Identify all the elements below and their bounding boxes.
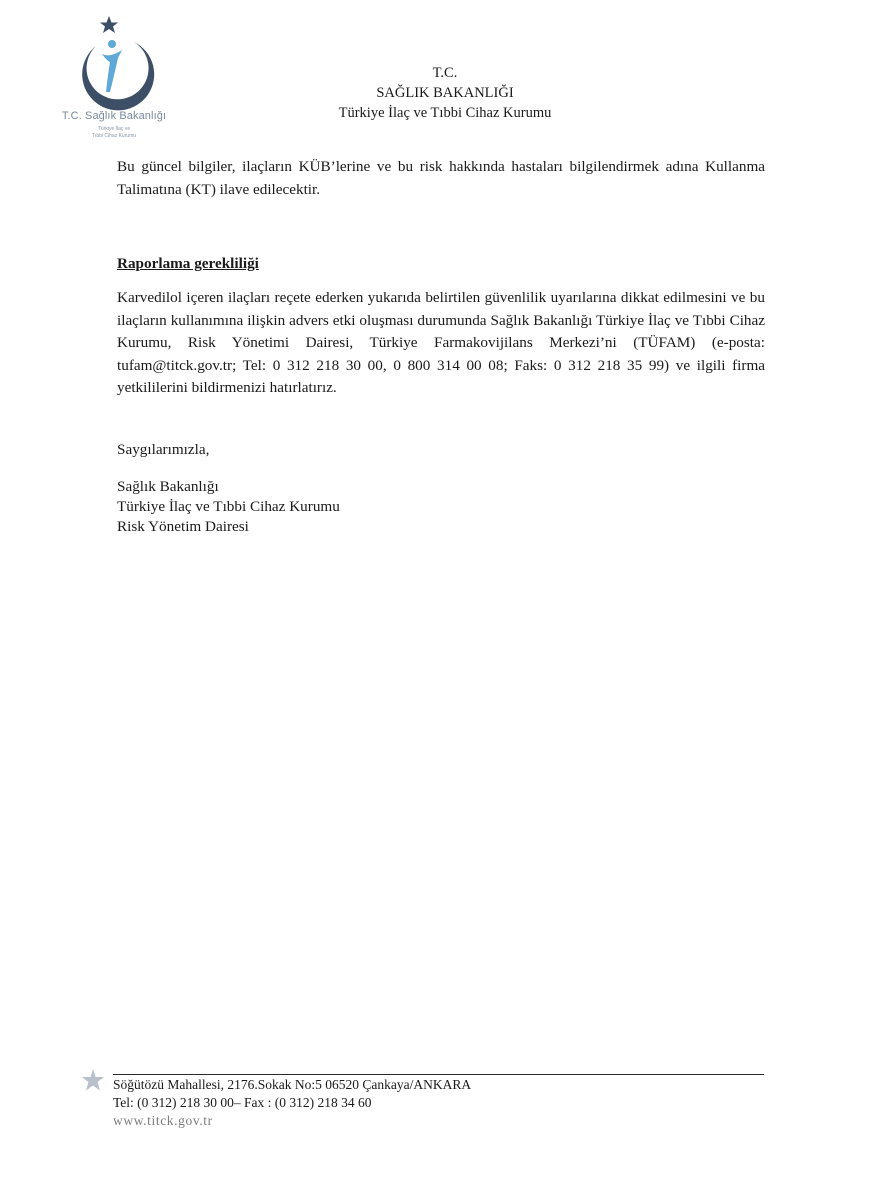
paragraph-reporting-requirement: Karvedilol içeren ilaçları reçete ederken yukarıda belirtilen güvenlilik uyarılarına dikkat edilmesini ve bu ilaçların kullanımına ilişkin advers etki oluşması durumunda Sağlık Bakanlığı Türkiye İlaç ve Tıbbi Cihaz Kurumu, Risk Yönetimi Dairesi, Türkiye Farmakovijilans Merkezi’ni (TÜFAM) (e-posta: tufam@titck.gov.tr; Tel: 0 312 218 30 00, 0 800 314 00 08; Faks: 0 312 218 35 99) ve ilgili firma yetkililerini bildirmenizi hatırlatırız.	[117, 289, 765, 396]
ministry-logo	[52, 14, 176, 150]
footer-phone: Tel: (0 312) 218 30 00– Fax : (0 312) 218 34 60	[113, 1095, 372, 1110]
signature-block	[117, 477, 340, 537]
closing-salutation: Saygılarımızla,	[117, 441, 210, 458]
signature-line-agency: Türkiye İlaç ve Tıbbi Cihaz Kurumu	[117, 498, 340, 515]
section-heading-reporting: Raporlama gerekliliği	[117, 255, 259, 272]
footer-divider	[113, 1074, 764, 1075]
ministry-emblem-icon	[52, 14, 176, 114]
letterhead-line-ministry: SAĞLIK BAKANLIĞI	[376, 85, 514, 101]
star-emblem-icon	[80, 1068, 106, 1094]
logo-subtitle-line1: Türkiye İlaç ve	[97, 126, 131, 132]
paragraph-kub-update: Bu güncel bilgiler, ilaçların KÜB’lerine ve bu risk hakkında hastaları bilgilendirmek adına Kullanma Talimatına (KT) ilave edilecektir.	[117, 158, 765, 198]
footer-website-link[interactable]: www.titck.gov.tr	[113, 1113, 213, 1128]
signature-line-ministry: Sağlık Bakanlığı	[117, 478, 219, 495]
letterhead-line-tc: T.C.	[432, 65, 458, 81]
letterhead-line-agency: Türkiye İlaç ve Tıbbi Cihaz Kurumu	[338, 105, 552, 121]
signature-line-department: Risk Yönetim Dairesi	[117, 518, 249, 535]
logo-title: T.C. Sağlık Bakanlığı	[61, 110, 167, 122]
logo-subtitle-line2: Tıbbi Cihaz Kurumu	[91, 133, 137, 139]
footer-address: Söğütözü Mahallesi, 2176.Sokak No:5 06520 Çankaya/ANKARA	[113, 1077, 472, 1092]
